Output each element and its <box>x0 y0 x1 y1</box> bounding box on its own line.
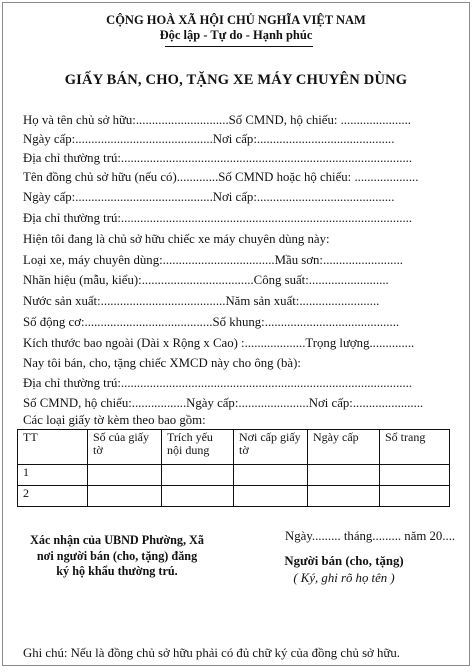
table-cell <box>162 465 234 486</box>
col-header-pages: Số trang <box>380 430 450 465</box>
co-owner-name-line: Tên đồng chủ sở hữu (nếu có).............Số CMND hoặc hộ chiếu: .................... <box>23 170 419 184</box>
motto: Độc lập - Tự do - Hạnh phúc <box>159 28 313 42</box>
dimensions-line: Kích thước bao ngoài (Dài x Rộng x Cao) :...................Trọng lượng.............. <box>23 336 415 350</box>
buyer-address-line: Địa chỉ thường trú:........................................................................................... <box>23 376 413 390</box>
col-header-issue-date: Ngày cấp <box>308 430 380 465</box>
table-cell: 1 <box>18 465 88 486</box>
engine-number-line: Số động cơ:........................................Số khung:.......................................... <box>23 315 400 329</box>
confirmation-line-1: Xác nhận của UBND Phường, Xã <box>30 533 204 547</box>
co-owner-address-line: Địa chỉ thường trú:........................................................................................... <box>23 211 413 225</box>
seller-signature-hint: ( Ký, ghi rõ họ tên ) <box>293 571 395 585</box>
national-title: CỘNG HOÀ XÃ HỘI CHỦ NGHĨA VIỆT NAM <box>106 13 366 27</box>
col-header-issuer: Nơi cấp giấy tờ <box>234 430 308 465</box>
table-cell <box>234 465 308 486</box>
table-cell <box>380 465 450 486</box>
table-cell <box>308 465 380 486</box>
table-cell <box>88 465 162 486</box>
table-header-row <box>18 430 450 465</box>
attachments-table <box>17 429 450 507</box>
motto-underline <box>165 46 313 47</box>
origin-line: Nước sản xuất:.......................................Năm sản xuất:......................... <box>23 294 380 308</box>
table-cell <box>162 486 234 507</box>
col-header-doc-number: Số của giấy tờ <box>88 430 162 465</box>
owner-issue-date-line: Ngày cấp:...........................................Nơi cấp:........................................... <box>23 132 395 146</box>
vehicle-type-line: Loại xe, máy chuyên dùng:...................................Mầu sơn:......................... <box>23 253 403 267</box>
confirmation-line-2: nơi người bán (cho, tặng) đăng <box>36 548 198 563</box>
brand-line: Nhãn hiệu (mẫu, kiểu):...................................Công suất:......................... <box>23 273 389 287</box>
buyer-id-line: Số CMND, hộ chiếu:.................Ngày cấp:......................Nơi cấp:...................... <box>23 396 424 410</box>
seller-title: Người bán (cho, tặng) <box>284 554 404 568</box>
ward-confirmation <box>17 533 217 580</box>
document-page <box>2 2 470 666</box>
owner-address-line: Địa chỉ thường trú:........................................................................................... <box>23 151 413 165</box>
ownership-statement: Hiện tôi đang là chủ sở hữu chiếc xe máy chuyên dùng này: <box>23 232 330 246</box>
table-row <box>18 486 450 507</box>
owner-name-line: Họ và tên chủ sở hữu:.............................Số CMND, hộ chiếu: ...................... <box>23 113 411 127</box>
date-line: Ngày......... tháng......... năm 20.... <box>285 529 456 543</box>
form-title: GIẤY BÁN, CHO, TẶNG XE MÁY CHUYÊN DÙNG <box>64 72 408 88</box>
attachments-label: Các loại giấy tờ kèm theo bao gồm: <box>23 413 206 427</box>
confirmation-line-3: ký hộ khẩu thường trú. <box>56 564 178 578</box>
col-header-summary: Trích yếu nội dung <box>162 430 234 465</box>
co-owner-issue-date-line: Ngày cấp:...........................................Nơi cấp:........................................... <box>23 190 395 204</box>
table-cell <box>88 486 162 507</box>
col-header-no: TT <box>18 430 88 465</box>
table-cell <box>380 486 450 507</box>
table-cell: 2 <box>18 486 88 507</box>
table-cell <box>308 486 380 507</box>
table-row <box>18 465 450 486</box>
footnote: Ghi chú: Nếu là đồng chủ sở hữu phải có đủ chữ ký của đồng chủ sở hữu. <box>23 646 400 660</box>
table-cell <box>234 486 308 507</box>
transfer-statement: Nay tôi bán, cho, tặng chiếc XMCD này cho ông (bà): <box>23 356 301 370</box>
